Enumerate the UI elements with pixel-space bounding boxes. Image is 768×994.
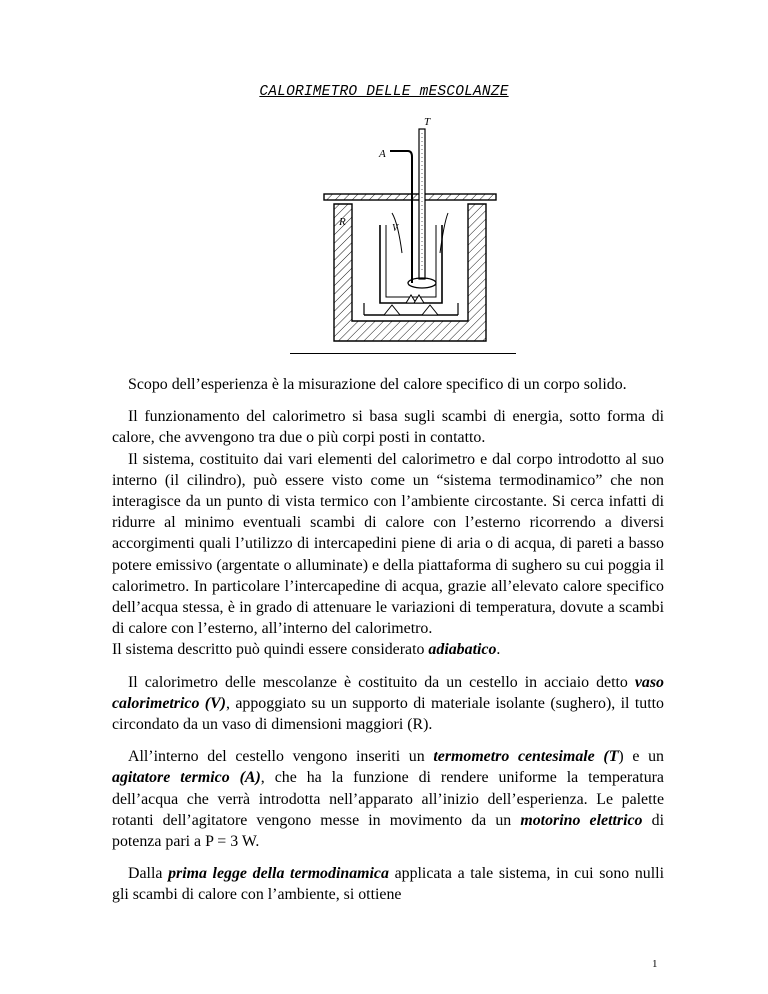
label-a: A <box>379 148 386 160</box>
page-number: 1 <box>652 958 658 970</box>
paragraph-purpose: Scopo dell’esperienza è la misurazione del calore specifico di un corpo solido. <box>128 376 627 393</box>
paragraph-system-text: Il sistema, costituito dai vari elementi del calorimetro e dal corpo introdotto al suo interno (il cilindro), può essere visto come un “sistema termodinamico” che non interagisce da un punto di vista termico con l’ambiente circostante. Si cerca infatti di ridurre al minimo eventuali scambi di calore con l’esterno ricorrendo a diversi accorgimenti quali l’utilizzo di intercapedini piene di aria o di acqua, di pareti a basso potere emissivo (argentate o alluminate) e della piattaforma di sughero su cui poggia il calorimetro. In particolare l’intercapedine di acqua, grazie all’elevato calore specifico dell’acqua stessa, è in grado di attenuare le variazioni di temperatura, dovute a scambi di calore con l’esterno, all’interno del calorimetro. <box>112 450 664 638</box>
term-vaso-calorimetrico: vaso calorimetrico (V) <box>112 673 664 712</box>
term-prima-legge: prima legge della termodinamica <box>168 865 389 883</box>
paragraph-adiabatic: Il sistema descritto può quindi essere considerato adiabatico. <box>112 641 501 659</box>
label-t: T <box>424 116 431 128</box>
figure-underline <box>290 353 516 354</box>
paragraph-components: Il calorimetro delle mescolanze è costituito da un cestello in acciaio detto vaso calorimetrico (V), appoggiato su un supporto di materiale isolante (sughero), il tutto circondato da un vaso di dimensioni maggiori (R). <box>112 673 665 734</box>
paragraph-instruments: All’interno del cestello vengono inseriti un termometro centesimale (T) e un agitatore termico (A), che ha la funzione di rendere uniforme la temperatura dell’acqua che verrà introdotta nell’apparato all’inizio dell’esperienza. Le palette rotanti dell’agitatore vengono messe in movimento da un motorino elettrico di potenza pari a P = 3 W. <box>112 748 664 851</box>
label-r: R <box>339 216 346 228</box>
document-title: CALORIMETRO DELLE mESCOLANZE <box>259 84 509 100</box>
calorimeter-diagram <box>286 113 518 359</box>
term-motorino: motorino elettrico <box>520 811 643 829</box>
paragraph-functioning: Il funzionamento del calorimetro si basa sugli scambi di energia, sotto forma di calore, che avvengono tra due o più corpi posti in contatto. <box>112 408 664 447</box>
paragraph-system <box>112 449 664 640</box>
term-termometro: termometro centesimale (T <box>433 748 619 766</box>
paragraph-first-law: Dalla prima legge della termodinamica applicata a tale sistema, in cui sono nulli gli scambi di calore con l’ambiente, si ottiene <box>112 865 665 904</box>
term-agitatore: agitatore termico (A) <box>112 769 261 787</box>
label-v: V <box>392 223 399 234</box>
adiabatic-term: adiabatico <box>428 641 497 659</box>
body-text <box>112 374 664 917</box>
